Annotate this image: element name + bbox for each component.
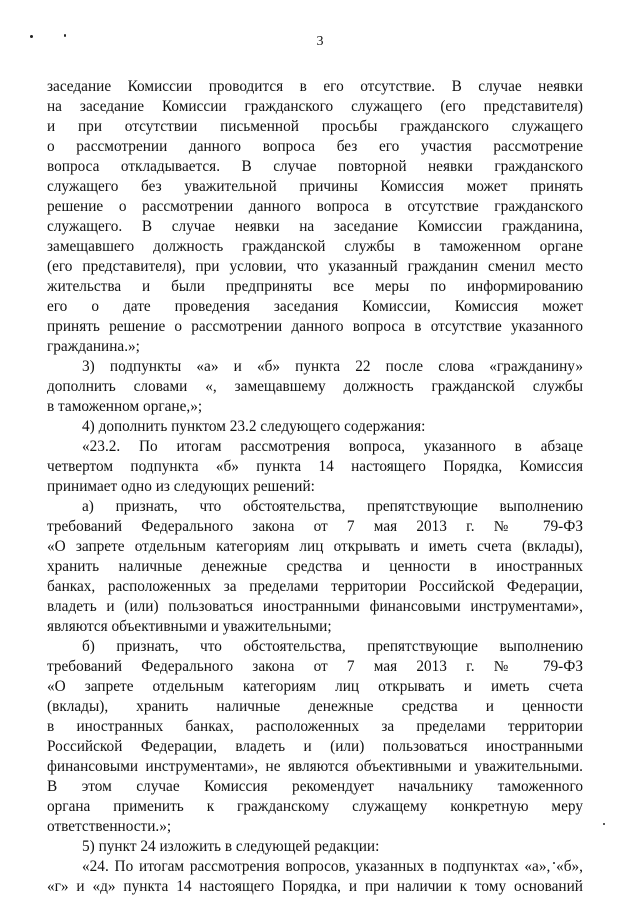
text-line: «24. По итогам рассмотрения вопросов, указанных в подпунктах «а», «б», (82, 858, 583, 875)
text-line: служащего. В случае неявки на заседание Комиссии гражданина, (47, 218, 583, 235)
text-line: служащего без уважительной причины Комиссия может принять (47, 178, 583, 195)
text-line: (его представителя), при условии, что указанный гражданин сменил место (47, 258, 583, 275)
text-line: заседание Комиссии проводится в его отсутствие. В случае неявки (47, 78, 583, 95)
text-line: ответственности.»; (47, 818, 172, 835)
text-line: «О запрете отдельным категориям лиц открывать и иметь счета (вклады), (47, 538, 583, 555)
scan-speck (64, 34, 66, 37)
text-line: «г» и «д» пункта 14 настоящего Порядка, и при наличии к тому оснований (47, 878, 583, 895)
text-line: принимает одно из следующих решений: (47, 478, 315, 495)
text-line: его о дате проведения заседания Комиссии, Комиссия может (47, 298, 583, 315)
text-line: в таможенном органе,»; (47, 398, 203, 415)
text-line: жительства и были предприняты все меры по информированию (47, 278, 583, 295)
text-line: финансовыми инструментами», не являются объективными и уважительными. (47, 758, 583, 775)
document-body (47, 77, 583, 897)
text-line: на заседание Комиссии гражданского служащего (его представителя) (47, 98, 583, 115)
text-line: В этом случае Комиссия рекомендует начальнику таможенного (47, 778, 583, 795)
text-line: являются объективными и уважительными; (47, 618, 332, 635)
text-line: требований Федерального закона от 7 мая 2013 г. № 79-ФЗ (47, 658, 583, 675)
text-line: «О запрете отдельным категориям лиц открывать и иметь счета (47, 678, 583, 695)
text-line: дополнить словами «, замещавшему должность гражданской службы (47, 378, 583, 395)
text-line: замещавшего должность гражданской службы в таможенном органе (47, 238, 583, 255)
text-line: «23.2. По итогам рассмотрения вопроса, указанного в абзаце (82, 438, 583, 455)
scan-speck (30, 35, 33, 38)
text-line: и при отсутствии письменной просьбы гражданского служащего (47, 118, 583, 135)
text-line: а) признать, что обстоятельства, препятствующие выполнению (82, 498, 583, 515)
text-line: принять решение о рассмотрении данного вопроса в отсутствие указанного (47, 318, 583, 335)
text-line: о рассмотрении данного вопроса без его участия рассмотрение (47, 138, 583, 155)
text-line: 5) пункт 24 изложить в следующей редакции: (82, 838, 380, 855)
text-line: органа применить к гражданскому служащему конкретную меру (47, 798, 583, 815)
text-line: гражданина.»; (47, 338, 140, 355)
text-line: 4) дополнить пунктом 23.2 следующего содержания: (82, 418, 426, 435)
text-line: требований Федерального закона от 7 мая 2013 г. № 79-ФЗ (47, 518, 583, 535)
text-line: владеть и (или) пользоваться иностранными финансовыми инструментами», (47, 598, 583, 615)
text-line: четвертом подпункта «б» пункта 14 настоящего Порядка, Комиссия (47, 458, 583, 475)
text-line: 3) подпункты «а» и «б» пункта 22 после слова «гражданину» (82, 358, 583, 375)
text-line: в иностранных банках, расположенных за пределами территории (47, 718, 583, 735)
text-line: банках, расположенных за пределами территории Российской Федерации, (47, 578, 583, 595)
text-line: решение о рассмотрении данного вопроса в отсутствие гражданского (47, 198, 583, 215)
text-line: Российской Федерации, владеть и (или) пользоваться иностранными (47, 738, 583, 755)
text-line: хранить наличные денежные средства и ценности в иностранных (47, 558, 583, 575)
page-number: 3 (316, 34, 324, 49)
text-line: б) признать, что обстоятельства, препятствующие выполнению (82, 638, 583, 655)
scan-speck (603, 823, 605, 825)
text-line: вопроса откладывается. В случае повторной неявки гражданского (47, 158, 583, 175)
text-line: (вклады), хранить наличные денежные средства и ценности (47, 698, 583, 715)
